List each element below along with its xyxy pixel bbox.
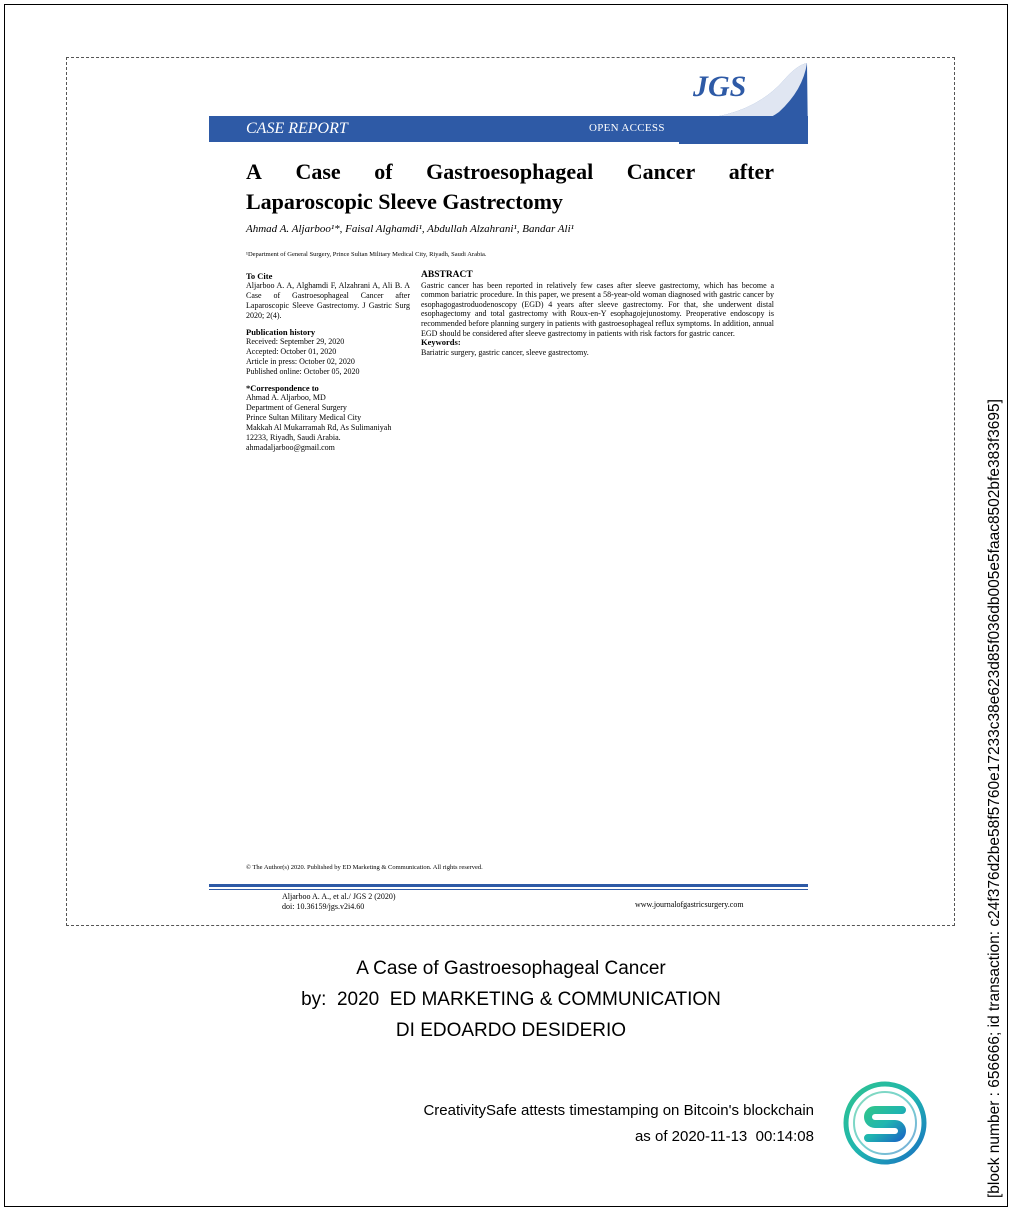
author-line-2: DI EDOARDO DESIDERIO (395, 1020, 627, 1041)
history-line: Published online: October 05, 2020 (246, 367, 360, 376)
correspondence-block (246, 383, 410, 453)
header-band (209, 116, 808, 142)
title-word: A (246, 159, 262, 184)
abstract-text: Gastric cancer has been reported in relatively few cases after sleeve gastrectomy, which has become a common bariatric procedure. In this paper, we present a 58-year-old woman diagnosed with gastric cancer by esophagogastroduodenoscopy (EGD) 4 years after sleeve gastrectomy. For that, she underwent distal esophagectomy and total gastrectomy with Roux-en-Y esophagojejunostomy. Preoperative endoscopy is recommended before planning surgery in patients with gastroesophageal reflux symptoms. In addition, annual EGD should be considered after sleeve gastrectomy in patients with risk factors for gastric cancer. (421, 280, 774, 338)
footer-rule-thin (209, 889, 808, 890)
blockchain-transaction-id: [block number : 656666; id transaction: c24f376d2be58f5760e17233c38e623d85f036db005e5faac8502bfe383f3695] (986, 399, 1003, 1198)
footer-doi: doi: 10.36159/jgs.v2i4.60 (282, 902, 365, 911)
keywords-text: Bariatric surgery, gastric cancer, sleeve gastrectomy. (421, 347, 589, 357)
correspondence-heading: *Correspondence to (246, 383, 319, 393)
author-line: by: 2020 ED MARKETING & COMMUNICATION (301, 989, 721, 1010)
footer-rule (209, 884, 808, 887)
to-cite-heading: To Cite (246, 271, 273, 281)
footer-citation (282, 892, 396, 912)
title-word: Case (295, 159, 341, 184)
attestation-date: as of 2020-11-13 00:14:08 (634, 1128, 814, 1145)
timestamp-attestation (423, 1098, 814, 1150)
title-word: Cancer (626, 159, 696, 184)
correspondence-line: Prince Sultan Military Medical City (246, 413, 362, 422)
footer-citation-text: Aljarboo A. A., et al./ JGS 2 (2020) (282, 892, 396, 901)
authors: Ahmad A. Aljarboo¹*, Faisal Alghamdi¹, Abdullah Alzahrani¹, Bandar Ali¹ (246, 223, 574, 235)
title-word: Gastroesophageal (426, 159, 594, 184)
title-word: after (728, 159, 774, 184)
history-line: Received: September 29, 2020 (246, 337, 345, 346)
history-line: Article in press: October 02, 2020 (246, 357, 355, 366)
title-line-1 (246, 157, 774, 187)
creativitysafe-logo-icon (842, 1080, 928, 1166)
article-title (246, 157, 774, 217)
title-word: of (374, 159, 393, 184)
attestation-text: CreativitySafe attests timestamping on Bitcoin's blockchain (423, 1102, 814, 1119)
correspondence-line: Ahmad A. Aljarboo, MD (246, 393, 326, 402)
article-info-column (246, 271, 410, 459)
section-label: CASE REPORT (246, 120, 348, 137)
to-cite-text: Aljarboo A. A, Alghamdi F, Alzahrani A, Ali B. A Case of Gastroesophageal Cancer after Laparoscopic Sleeve Gastrectomy. J Gastric Surg 2020; 2(4). (246, 281, 410, 320)
keywords-heading: Keywords: (421, 337, 461, 348)
footer-url: www.journalofgastricsurgery.com (635, 900, 744, 909)
history-line: Accepted: October 01, 2020 (246, 347, 337, 356)
paper-first-page (209, 60, 808, 920)
correspondence-line: Makkah Al Mukarramah Rd, As Sulimaniyah 12233, Riyadh, Saudi Arabia. (246, 423, 392, 442)
abstract-heading: ABSTRACT (421, 270, 473, 280)
affiliation: ¹Department of General Surgery, Prince Sultan Military Medical City, Riyadh, Saudi Arabia. (246, 251, 487, 258)
publication-history-block (246, 327, 410, 377)
to-cite-block (246, 271, 410, 321)
open-access-label: OPEN ACCESS (589, 122, 665, 134)
abstract-column (421, 271, 774, 357)
correspondence-email: ahmadaljarboo@gmail.com (246, 443, 335, 452)
publication-history-heading: Publication history (246, 327, 316, 337)
journal-logo: JGS (693, 70, 747, 103)
work-title: A Case of Gastroesophageal Cancer (356, 958, 666, 979)
certificate-caption (0, 953, 1014, 1046)
title-line-2: Laparoscopic Sleeve Gastrectomy (246, 189, 563, 214)
copyright-notice: © The Author(s) 2020. Published by ED Marketing & Communication. All rights reserved. (246, 864, 483, 871)
correspondence-line: Department of General Surgery (246, 403, 347, 412)
